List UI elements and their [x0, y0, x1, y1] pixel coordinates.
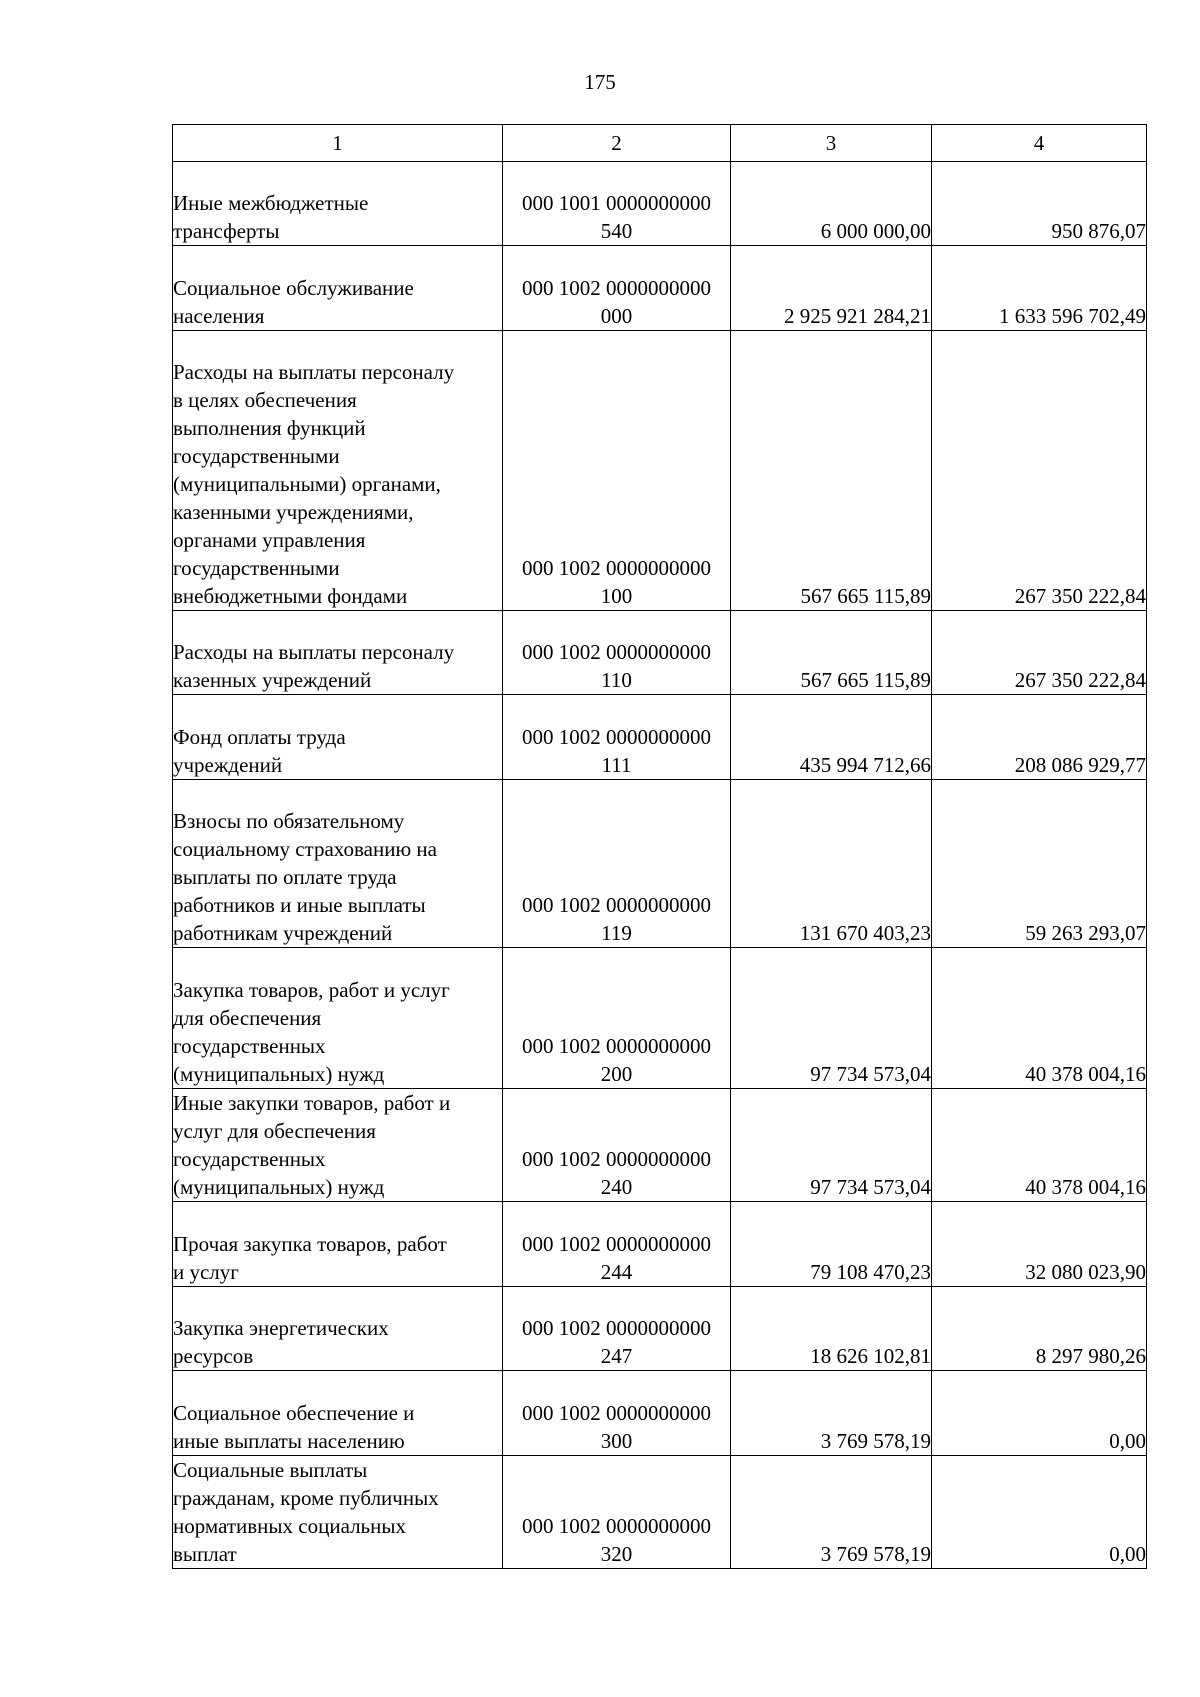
row-name: Расходы на выплаты персоналу в целях обеспечения выполнения функций государственными (муниципальными) органами, казенными учреждениями, органами управления государственными внебюджетными фондами: [173, 331, 503, 611]
row-code: 000 1002 0000000000 300: [503, 1371, 731, 1456]
row-code: 000 1002 0000000000 244: [503, 1202, 731, 1287]
table-row: [173, 162, 1147, 246]
row-code: 000 1001 0000000000 540: [503, 162, 731, 246]
row-value-col4: 40 378 004,16: [932, 1089, 1147, 1202]
row-value-col3: 3 769 578,19: [731, 1371, 932, 1456]
row-name: Социальное обеспечение и иные выплаты населению: [173, 1371, 503, 1456]
row-code: 000 1002 0000000000 100: [503, 331, 731, 611]
row-value-col3: 131 670 403,23: [731, 780, 932, 948]
row-name: Иные межбюджетные трансферты: [173, 162, 503, 246]
row-code: 000 1002 0000000000 111: [503, 695, 731, 780]
row-name: Закупка товаров, работ и услуг для обеспечения государственных (муниципальных) нужд: [173, 948, 503, 1089]
row-value-col4: 1 633 596 702,49: [932, 246, 1147, 331]
row-value-col3: 97 734 573,04: [731, 948, 932, 1089]
row-name: Закупка энергетических ресурсов: [173, 1287, 503, 1371]
row-value-col3: 435 994 712,66: [731, 695, 932, 780]
row-value-col3: 2 925 921 284,21: [731, 246, 932, 331]
row-value-col4: 32 080 023,90: [932, 1202, 1147, 1287]
row-code: 000 1002 0000000000 000: [503, 246, 731, 331]
row-code: 000 1002 0000000000 119: [503, 780, 731, 948]
row-value-col3: 79 108 470,23: [731, 1202, 932, 1287]
row-value-col4: 0,00: [932, 1456, 1147, 1569]
row-value-col4: 59 263 293,07: [932, 780, 1147, 948]
row-value-col3: 18 626 102,81: [731, 1287, 932, 1371]
row-value-col3: 97 734 573,04: [731, 1089, 932, 1202]
table-row: [173, 1089, 1147, 1202]
header-cell-1: 1: [173, 125, 503, 162]
row-value-col4: 0,00: [932, 1371, 1147, 1456]
budget-table: [172, 124, 1147, 1569]
row-name: Фонд оплаты труда учреждений: [173, 695, 503, 780]
row-code: 000 1002 0000000000 320: [503, 1456, 731, 1569]
page-number: 175: [584, 70, 616, 94]
table-row: [173, 780, 1147, 948]
header-cell-4: 4: [932, 125, 1147, 162]
table-row: [173, 1456, 1147, 1569]
row-value-col4: 208 086 929,77: [932, 695, 1147, 780]
row-value-col3: 567 665 115,89: [731, 331, 932, 611]
row-code: 000 1002 0000000000 240: [503, 1089, 731, 1202]
row-name: Социальное обслуживание населения: [173, 246, 503, 331]
row-value-col4: 40 378 004,16: [932, 948, 1147, 1089]
header-cell-3: 3: [731, 125, 932, 162]
row-code: 000 1002 0000000000 200: [503, 948, 731, 1089]
table-row: [173, 611, 1147, 695]
row-value-col3: 3 769 578,19: [731, 1456, 932, 1569]
row-name: Социальные выплаты гражданам, кроме публичных нормативных социальных выплат: [173, 1456, 503, 1569]
row-name: Прочая закупка товаров, работ и услуг: [173, 1202, 503, 1287]
row-value-col4: 950 876,07: [932, 162, 1147, 246]
row-name: Расходы на выплаты персоналу казенных учреждений: [173, 611, 503, 695]
row-value-col4: 267 350 222,84: [932, 331, 1147, 611]
header-cell-2: 2: [503, 125, 731, 162]
table-row: [173, 695, 1147, 780]
table-row: [173, 246, 1147, 331]
row-name: Взносы по обязательному социальному страхованию на выплаты по оплате труда работников и иные выплаты работникам учреждений: [173, 780, 503, 948]
row-value-col3: 567 665 115,89: [731, 611, 932, 695]
table-header-row: [173, 125, 1147, 162]
row-code: 000 1002 0000000000 247: [503, 1287, 731, 1371]
table-row: [173, 1371, 1147, 1456]
row-value-col4: 8 297 980,26: [932, 1287, 1147, 1371]
row-name: Иные закупки товаров, работ и услуг для обеспечения государственных (муниципальных) нужд: [173, 1089, 503, 1202]
table-row: [173, 1202, 1147, 1287]
table-row: [173, 948, 1147, 1089]
table-row: [173, 331, 1147, 611]
row-value-col4: 267 350 222,84: [932, 611, 1147, 695]
table-row: [173, 1287, 1147, 1371]
row-code: 000 1002 0000000000 110: [503, 611, 731, 695]
row-value-col3: 6 000 000,00: [731, 162, 932, 246]
